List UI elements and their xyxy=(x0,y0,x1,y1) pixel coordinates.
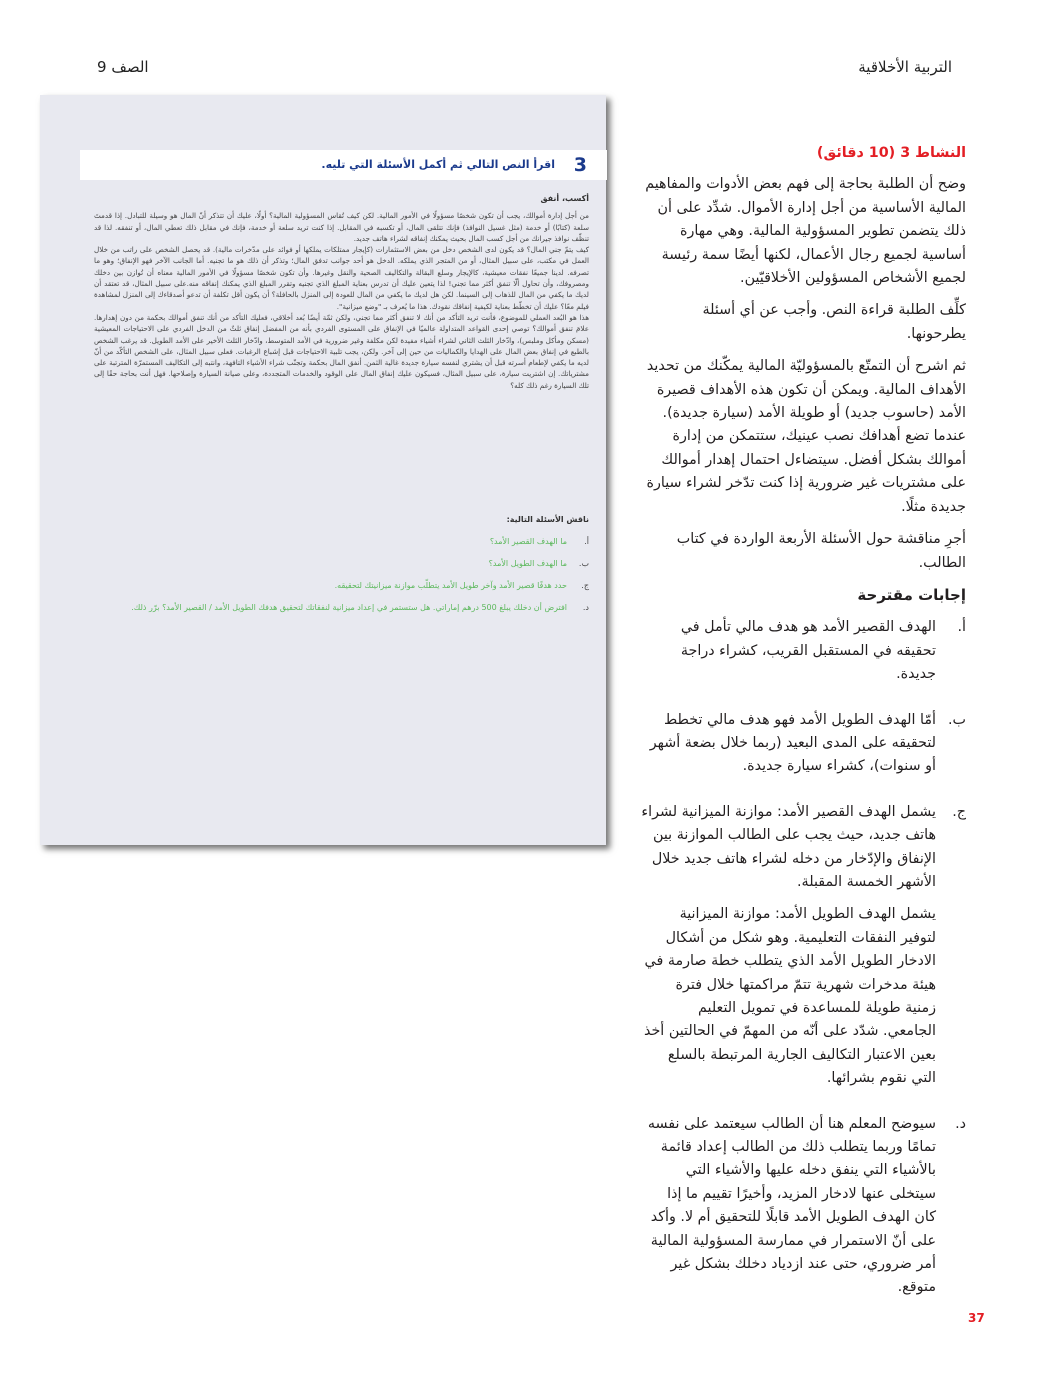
questions-heading: ناقش الأسئلة التالية: xyxy=(506,515,589,524)
answer-item xyxy=(641,709,966,788)
answer-item xyxy=(641,616,966,695)
answer-marker: أ. xyxy=(957,619,966,636)
question-marker: أ. xyxy=(584,537,589,546)
question-item xyxy=(94,580,589,591)
workbook-questions xyxy=(94,515,589,624)
answer-marker: ج. xyxy=(952,803,966,820)
activity-paragraph: كلِّف الطلبة قراءة النص. وأجب عن أي أسئلة يطرحونها. xyxy=(702,302,966,342)
workbook-instruction: اقرأ النص التالي ثم أكمل الأسئلة التي تليه. xyxy=(321,158,555,171)
question-text: افترض أن دخلك يبلغ 500 درهم إماراتي. هل ستستمر في إعداد ميزانية لنفقاتك لتحقيق هدفك الطويل الأمد / القصير الأمد؟ برّر ذلك. xyxy=(131,603,567,612)
activity-column xyxy=(641,142,966,1322)
answer-text: سيوضح المعلم هنا أن الطالب سيعتمد على نفسه تمامًا وربما يتطلب ذلك من الطالب إعداد قائمة بالأشياء التي ينفق دخله عليها والأشياء التي سيتخلى عنها لادخار المزيد، وأخيرًا تقييم ما إذا كان الهدف الطويل الأمد قابلًا للتحقيق أم لا. وأكد على أنّ الاستمرار في ممارسة المسؤولية المالية أمر ضروري، حتى عند ازدياد دخلك بشكل غير متوقع. xyxy=(647,1115,936,1296)
question-text: ما الهدف القصير الأمد؟ xyxy=(489,537,567,546)
workbook-paragraph: هذا هو البُعد العملي للموضوع، فأنت تريد التأكد من أنك لا تنفق أكثر مما تجني، ولكن ثمّة أيضًا بُعد أخلاقي، فعليك التأكد من أنك تنفق أموالك بحكمة من دون إهدارها. علامَ تنفق أموالك؟ توصي إحدى القواعد المتداولة عالميًا في الإنفاق على المستوى الفردي بأنه من المفضل إنفاق ثلثٌ من الدخل الفردي على الاحتياجات المعيشية (مسكن ومأكل وملبس)، وادّخار الثلث الثاني لشراء أشياء مفيدة لكن مكلفة وغير ضرورية في الأمد المتوسط، وادّخار الثلث الأخير على الأمد الطويل. قد يرغب الشخص بالطبع في إنفاق بعض المال على الهدايا والكماليات من حين إلى آخر. ولكن، يجب تلبية الاحتياجات قبل إشباع الرغبات. فعلى سبيل المثال، على الشخص التأكّد من أنّ لديه ما يكفي لإطعام أسرته قبل أن يشتري لنفسه سيارة جديدة غالية الثمن. أنفق المال بحكمة وتجنّب شراء الأشياء التافهة، وانتبه إلى التكاليف المستمرّة المترتبة على مشترياتك. إن اشتريت سيارة، على سبيل المثال، فسيكون عليك إنفاق المال على الوقود والخدمات المتجددة، وعلى صيانة السيارة وإصلاحها. فهل أنت بحاجة حقًا إلى تلك السيارة رغم ذلك كله؟ xyxy=(94,312,589,390)
answers-heading: إجابات مقترحة xyxy=(857,585,966,604)
question-text: حدد هدفًا قصير الأمد وآخر طويل الأمد يتطلّب موازنة ميزانيتك لتحقيقه. xyxy=(334,581,567,590)
subject-title: التربية الأخلاقية xyxy=(858,58,952,76)
question-marker: د. xyxy=(582,603,589,612)
workbook-paragraph: كيف يتمّ جني المال؟ قد يكون لدى الشخص دخل من بعض الاستثمارات (كإيجار ممتلكات يملكها أو فوائد على مدّخرات مالية). قد يحصل الشخص على راتب من خلال العمل في مكتب، على سبيل المثال، أو من المتجر الذي يملكه. الدخل هو أحد جوانب تدفق المال؛ وتذكر أن ذلك هو ما تجنيه. أما الجانب الآخر فهو الإنفاق؛ وهو ما تصرفه. لدينا جميعًا نفقات معيشية، كالإيجار وسلع البقالة والتكاليف الصحية والنقل وغيرها. وأن تكون شخصًا مسؤولًا في الأمور المالية معناه أن تُوازن بين دخلك ومصروفك، وأن تحاول ألّا تنفق أكثر مما تجني! لذا يتعين عليك أن تدرس بعناية المبلغ الذي تجنيه وتقرر المبلغ الذي يمكنك إنفاقه منه.على سبيل المثال، قد تعتقد أن لديك ما يكفي من المال للذهاب إلى السينما. لكن هل لديك ما يكفي من المال للعودة إلى المنزل بالحافلة؟ أن يكون أقل تكلفة أن تدعو أصدقاءك إلى المنزل لمشاهدة فيلم معًا؟ عليك أن تخطّط بعناية لكيفية إنفاقك نقودك. هذا ما يُعرف بـ "وضع ميزانية". xyxy=(94,245,589,311)
workbook-exercise-number: 3 xyxy=(573,154,587,176)
answer-text: الهدف القصير الأمد هو هدف مالي تأمل في تحقيقه في المستقبل القريب، كشراء دراجة جديدة. xyxy=(680,619,936,683)
page-number: 37 xyxy=(968,1311,985,1325)
activity-title: النشاط 3 (10 دقائق) xyxy=(816,145,966,161)
answer-text: يشمل الهدف الطويل الأمد: موازنة الميزانية لتوفير النفقات التعليمية. وهو شكل من أشكال الادخار الطويل الأمد الذي يتطلب خطة صارمة في هيئة مدخرات شهرية تتمّ مراكمتها خلال فترة زمنية طويلة للمساعدة في تمويل التعليم الجامعي. شدّد على أنّه من المهمّ في الحالتين أخذ بعين الاعتبار التكاليف الجارية المرتبطة بالسلع التي نقوم بشرائها. xyxy=(643,906,936,1087)
activity-paragraph: وضح أن الطلبة بحاجة إلى فهم بعض الأدوات والمفاهيم المالية الأساسية من أجل إدارة الأموال. شدِّد على أن ذلك يتضمن تطوير المسؤولية المالية. وهي مهارة أساسية لجميع رجال الأعمال، لكنها أيضًا سمة رئيسة لجميع الأشخاص المسؤولين الأخلاقيّين. xyxy=(645,176,966,287)
activity-paragraph: ثم اشرح أن التمتّع بالمسؤوليّة المالية يمكّنك من تحديد الأهداف المالية. ويمكن أن تكون هذه الأهداف قصيرة الأمد (حاسوب جديد) أو طويلة الأمد (سيارة جديدة). عندما تضع أهدافك نصب عينيك، ستتمكن من إدارة أموالك بشكل أفضل. سيتضاءل احتمال إهدار أموالك على مشتريات غير ضرورية إذا كنت تدّخر لشراء سيارة جديدة مثلًا. xyxy=(646,358,966,515)
workbook-page xyxy=(40,95,606,845)
workbook-text xyxy=(94,193,589,391)
answer-text: يشمل الهدف القصير الأمد: موازنة الميزانية لشراء هاتف جديد، حيث يجب على الطالب الموازنة بين الإنفاق والإدّخار من دخله لشراء هاتف جديد خلال الأشهر الخمسة المقبلة. xyxy=(641,803,936,890)
answer-marker: ب. xyxy=(947,711,966,728)
answer-item xyxy=(641,801,966,1100)
workbook-instruction-band xyxy=(80,150,607,180)
workbook-heading: أكسب، أنفق xyxy=(540,194,589,203)
question-text: ما الهدف الطويل الأمد؟ xyxy=(488,559,567,568)
answer-item xyxy=(641,1113,966,1309)
question-item xyxy=(94,536,589,547)
question-item xyxy=(94,558,589,569)
answer-marker: د. xyxy=(955,1115,966,1132)
question-marker: ب. xyxy=(578,559,589,568)
question-marker: ج. xyxy=(581,581,589,590)
workbook-paragraph: من أجل إدارة أموالك، يجب أن تكون شخصًا مسؤولًا في الأمور المالية. لكن كيف تُقاس المسؤولية المالية؟ أولًا، عليك أن تتذكر أنّ المال هو وسيلة للتبادل. إذا قدمتَ سلعة (كتابًا) أو خدمة (مثل غسيل النوافذ) فإنك تتلقى المال، أو تكسبه في المقابل. إذا كنت تريد سلعة أو خدمة، فإنك في مقابل ذلك تعطي المال، أو تنفقه. لذا قد تنظّف نوافذ جيرانك من أجل كسب المال بحيث يمكنك إنفاقه لشراء هاتف جديد. xyxy=(94,211,589,243)
grade-label: الصف 9 xyxy=(97,58,149,76)
activity-paragraph: أجرِ مناقشة حول الأسئلة الأربعة الواردة في كتاب الطالب. xyxy=(676,531,966,571)
answer-text: أمّا الهدف الطويل الأمد فهو هدف مالي تخطط لتحقيقه على المدى البعيد (ربما خلال بضعة أشهر أو سنوات)، كشراء سيارة جديدة. xyxy=(649,711,936,775)
question-item xyxy=(94,602,589,613)
